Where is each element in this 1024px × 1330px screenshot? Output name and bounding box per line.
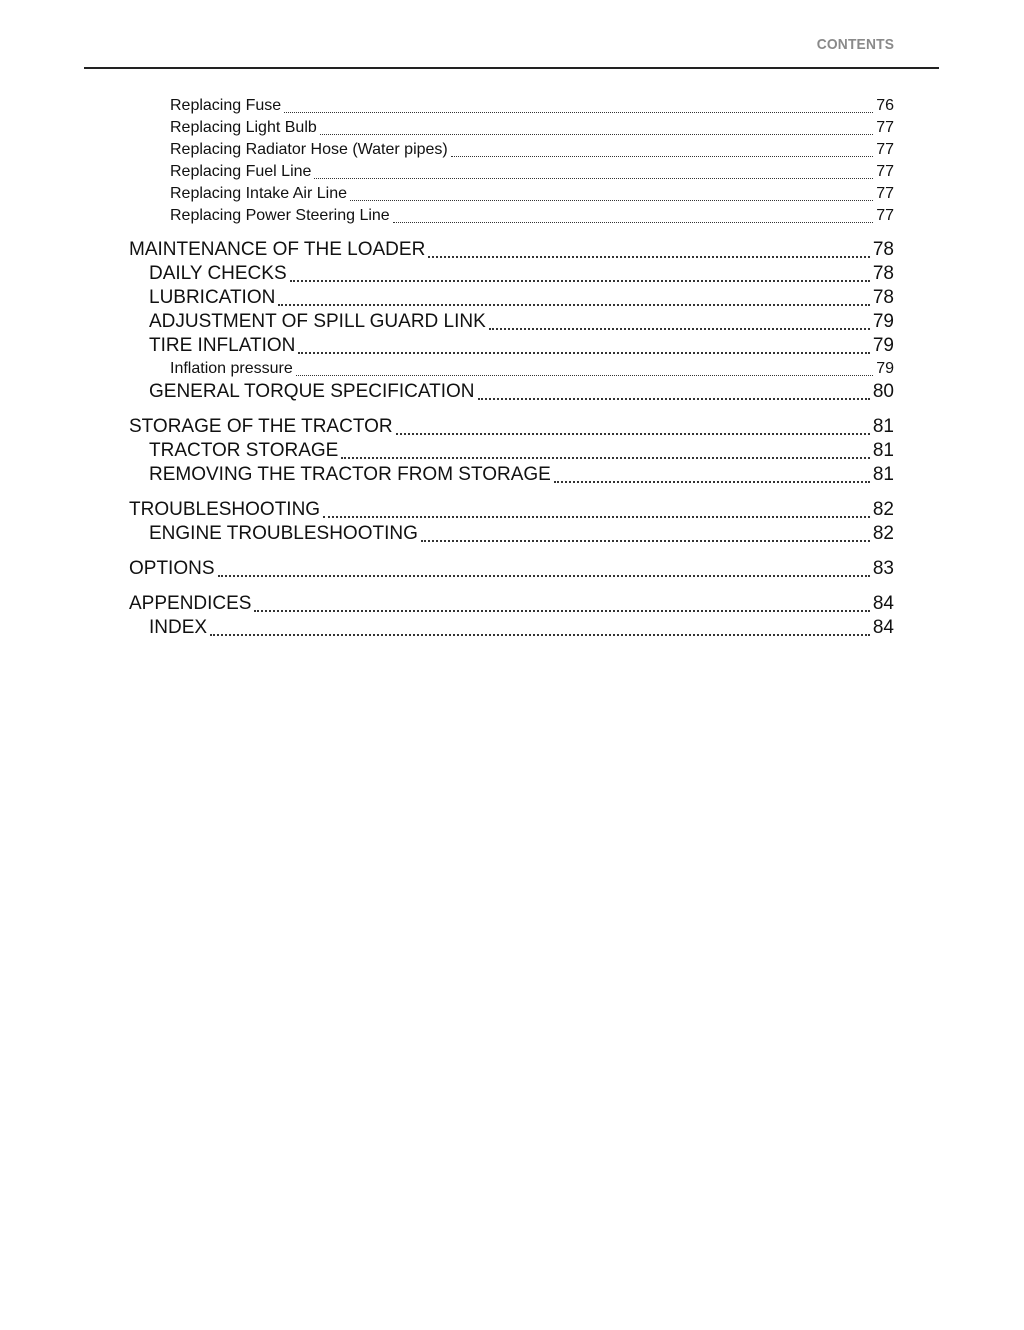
toc-entry-level-1[interactable] — [129, 415, 894, 439]
dot-leader — [489, 328, 870, 330]
toc-entry-level-2[interactable] — [149, 616, 894, 640]
toc-entry-level-2[interactable] — [149, 522, 894, 546]
dot-leader — [254, 610, 869, 612]
dot-leader — [298, 352, 869, 354]
toc-entry-page-number: 77 — [876, 207, 894, 224]
toc-group — [0, 592, 1024, 640]
toc-entry-label: Replacing Power Steering Line — [170, 207, 390, 224]
toc-entry-label: LUBRICATION — [149, 287, 276, 308]
dot-leader — [218, 575, 870, 577]
dot-leader — [554, 481, 870, 483]
toc-entry-level-3[interactable] — [170, 117, 894, 139]
toc-entry-level-2[interactable] — [149, 262, 894, 286]
toc-entry-label: STORAGE OF THE TRACTOR — [129, 416, 393, 437]
header-divider — [84, 67, 939, 69]
toc-group — [0, 238, 1024, 404]
toc-entry-label: ADJUSTMENT OF SPILL GUARD LINK — [149, 311, 486, 332]
toc-entry-level-3[interactable] — [170, 161, 894, 183]
toc-entry-page-number: 82 — [872, 499, 894, 520]
dot-leader — [314, 178, 873, 179]
toc-entry-label: MAINTENANCE OF THE LOADER — [129, 239, 426, 260]
toc-entry-level-2[interactable] — [149, 380, 894, 404]
toc-group — [0, 557, 1024, 581]
toc-entry-label: Replacing Fuse — [170, 97, 282, 114]
toc-group — [0, 498, 1024, 546]
toc-entry-label: OPTIONS — [129, 558, 215, 579]
toc-entry-page-number: 76 — [876, 97, 894, 114]
dot-leader — [290, 280, 870, 282]
toc-entry-label: Inflation pressure — [170, 360, 293, 377]
dot-leader — [421, 540, 870, 542]
toc-entry-level-3[interactable] — [170, 183, 894, 205]
toc-entry-page-number: 78 — [872, 263, 894, 284]
toc-entry-label: REMOVING THE TRACTOR FROM STORAGE — [149, 464, 551, 485]
toc-entry-label: TROUBLESHOOTING — [129, 499, 321, 520]
toc-entry-page-number: 84 — [872, 593, 894, 614]
dot-leader — [350, 200, 873, 201]
dot-leader — [210, 634, 870, 636]
toc-entry-label: Replacing Radiator Hose (Water pipes) — [170, 141, 448, 158]
toc-entry-label: INDEX — [149, 617, 208, 638]
toc-entry-page-number: 79 — [876, 360, 894, 377]
toc-entry-level-2[interactable] — [149, 463, 894, 487]
toc-entry-level-1[interactable] — [129, 238, 894, 262]
toc-group — [0, 415, 1024, 487]
toc-entry-page-number: 78 — [872, 239, 894, 260]
dot-leader — [478, 398, 870, 400]
dot-leader — [341, 457, 870, 459]
toc-entry-label: APPENDICES — [129, 593, 252, 614]
toc-entry-level-1[interactable] — [129, 498, 894, 522]
dot-leader — [278, 304, 870, 306]
toc-entry-page-number: 77 — [876, 185, 894, 202]
toc-entry-label: Replacing Fuel Line — [170, 163, 312, 180]
dot-leader — [393, 222, 874, 223]
dot-leader — [284, 112, 873, 113]
toc-entry-page-number: 79 — [872, 311, 894, 332]
toc-entry-level-1[interactable] — [129, 592, 894, 616]
toc-entry-label: TIRE INFLATION — [149, 335, 296, 356]
toc-entry-page-number: 77 — [876, 119, 894, 136]
toc-entry-page-number: 83 — [872, 558, 894, 579]
dot-leader — [428, 256, 870, 258]
toc-entry-level-3[interactable] — [170, 139, 894, 161]
dot-leader — [451, 156, 873, 157]
toc-entry-label: DAILY CHECKS — [149, 263, 287, 284]
toc-entry-page-number: 78 — [872, 287, 894, 308]
toc-entry-page-number: 81 — [872, 416, 894, 437]
table-of-contents — [0, 95, 1024, 651]
toc-entry-label: GENERAL TORQUE SPECIFICATION — [149, 381, 475, 402]
dot-leader — [296, 375, 873, 376]
toc-entry-level-2[interactable] — [149, 286, 894, 310]
toc-entry-label: Replacing Light Bulb — [170, 119, 317, 136]
toc-entry-page-number: 79 — [872, 335, 894, 356]
toc-entry-label: TRACTOR STORAGE — [149, 440, 339, 461]
toc-entry-page-number: 82 — [872, 523, 894, 544]
toc-entry-page-number: 80 — [872, 381, 894, 402]
toc-entry-page-number: 77 — [876, 163, 894, 180]
toc-entry-page-number: 84 — [872, 617, 894, 638]
toc-entry-level-2[interactable] — [149, 334, 894, 358]
toc-entry-level-3[interactable] — [170, 358, 894, 380]
toc-group — [0, 95, 1024, 227]
toc-entry-page-number: 81 — [872, 464, 894, 485]
toc-entry-level-3[interactable] — [170, 95, 894, 117]
toc-entry-label: ENGINE TROUBLESHOOTING — [149, 523, 418, 544]
page-header-title: CONTENTS — [816, 36, 894, 53]
toc-entry-level-2[interactable] — [149, 310, 894, 334]
toc-entry-level-2[interactable] — [149, 439, 894, 463]
dot-leader — [320, 134, 873, 135]
toc-entry-label: Replacing Intake Air Line — [170, 185, 347, 202]
toc-entry-page-number: 77 — [876, 141, 894, 158]
toc-entry-level-1[interactable] — [129, 557, 894, 581]
toc-entry-level-3[interactable] — [170, 205, 894, 227]
dot-leader — [323, 516, 870, 518]
dot-leader — [396, 433, 870, 435]
toc-entry-page-number: 81 — [872, 440, 894, 461]
